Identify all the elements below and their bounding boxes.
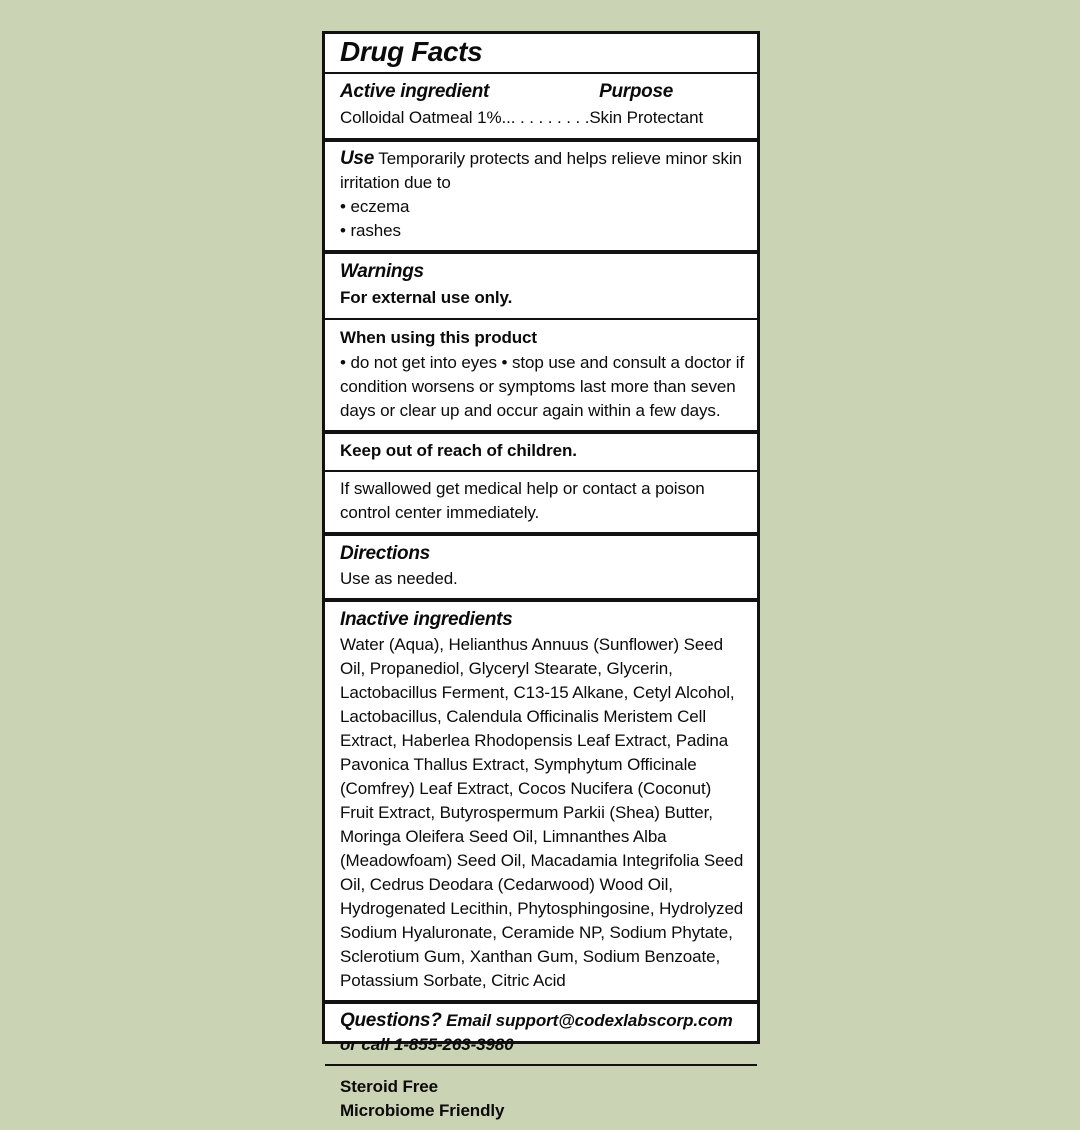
keep-out-heading: Keep out of reach of children. [340,441,577,460]
drug-facts-panel [322,31,760,1120]
dot-leader: . . . . . . . . . [510,108,590,127]
active-ingredient-purpose: Skin Protectant [589,108,704,127]
directions-section [325,536,757,602]
warnings-heading: Warnings [340,261,424,282]
when-using-text: • do not get into eyes • stop use and consult a doctor if condition worsens or symptoms last more than seven days or clear up and occur again within a few days. [340,353,745,420]
questions-heading: Questions? [340,1010,442,1031]
inactive-ingredients-section [325,602,757,1004]
active-ingredient-section [325,74,757,142]
purpose-heading: Purpose [599,81,673,102]
external-use-text: For external use only. [340,288,513,307]
inactive-ingredients-heading: Inactive ingredients [340,609,513,630]
drug-facts-title-section [325,34,757,74]
when-using-heading: When using this product [340,328,537,347]
use-heading: Use [340,148,374,169]
microbiome-friendly-claim: Microbiome Friendly [340,1101,505,1120]
claims-section [325,1066,757,1130]
warnings-section [325,254,757,320]
use-bullet-rashes: • rashes [340,221,401,240]
active-ingredient-name: Colloidal Oatmeal 1%.. [340,108,511,127]
directions-text: Use as needed. [340,569,458,588]
when-using-section [325,320,757,434]
questions-section [325,1004,757,1066]
active-ingredient-header-row [340,79,745,105]
questions-contact-text: Email support@codexlabscorp.com or call 1-855-263-3980 [340,1011,733,1054]
drug-facts-title: Drug Facts [340,36,483,67]
directions-heading: Directions [340,543,430,564]
steroid-free-claim: Steroid Free [340,1077,438,1096]
active-ingredient-heading: Active ingredient [340,81,490,102]
active-ingredient-row [340,105,745,131]
use-text: Temporarily protects and helps relieve minor skin irritation due to [340,149,742,192]
keep-out-text: If swallowed get medical help or contact a poison control center immediately. [340,479,705,522]
keep-out-heading-section [325,434,757,472]
use-bullet-eczema: • eczema [340,197,410,216]
use-section [325,142,757,254]
inactive-ingredients-text: Water (Aqua), Helianthus Annuus (Sunflower) Seed Oil, Propanediol, Glyceryl Stearate, Glycerin, Lactobacillus Ferment, C13-15 Alkane, Cetyl Alcohol, Lactobacillus, Calendula Officinalis Meristem Cell Extract, Haberlea Rhodopensis Leaf Extract, Padina Pavonica Thallus Extract, Symphytum Officinale (Comfrey) Leaf Extract, Cocos Nucifera (Coconut) Fruit Extract, Butyrospermum Parkii (Shea) Butter, Moringa Oleifera Seed Oil, Limnanthes Alba (Meadowfoam) Seed Oil, Macadamia Integrifolia Seed Oil, Cedrus Deodara (Cedarwood) Wood Oil, Hydrogenated Lecithin, Phytosphingosine, Hydrolyzed Sodium Hyaluronate, Ceramide NP, Sodium Phytate, Sclerotium Gum, Xanthan Gum, Sodium Benzoate, Potassium Sorbate, Citric Acid [340,635,744,990]
keep-out-text-section [325,472,757,536]
